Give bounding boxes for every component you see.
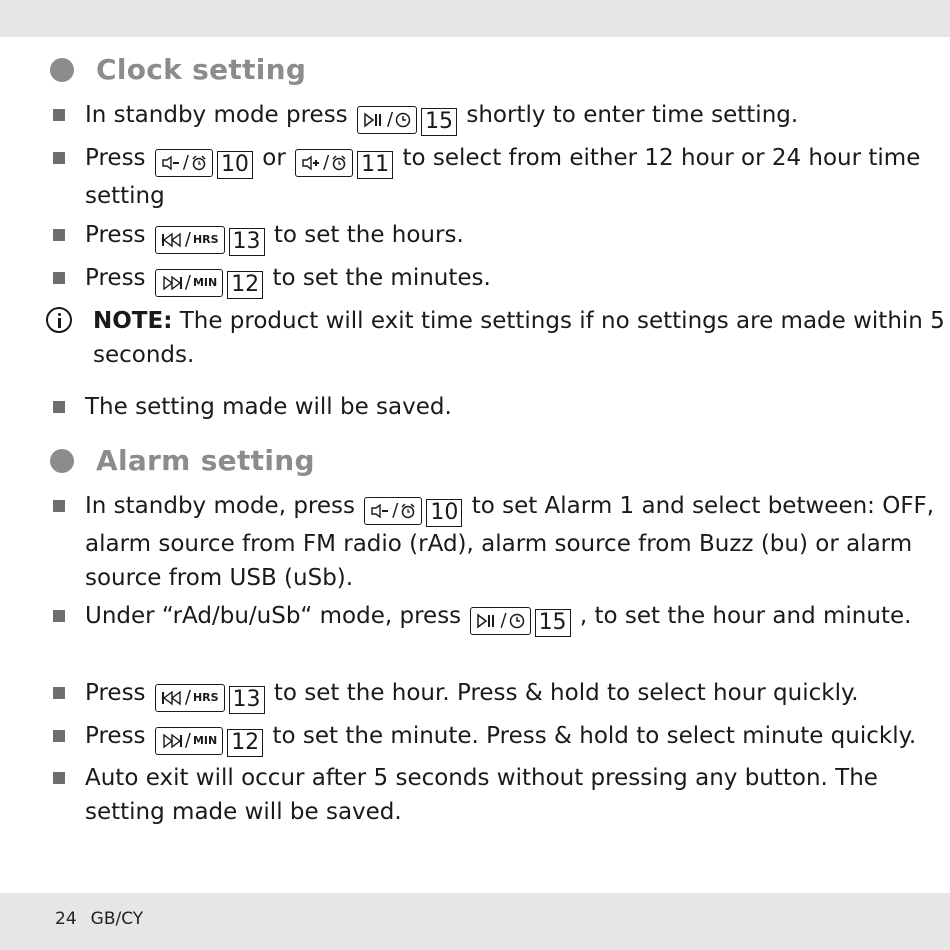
button-number-11: 11	[357, 151, 393, 179]
square-bullet-icon	[53, 401, 65, 413]
play-pause-clock-button-icon: /	[357, 106, 417, 134]
rewind-hrs-button-icon: / HRS	[155, 226, 225, 254]
alarm-setting-heading	[50, 444, 315, 477]
alarm-step-3: Press / HRS 13 to set the hour. Press & hold to select hour quickly.	[85, 676, 935, 714]
button-number-10: 10	[217, 151, 253, 179]
region-code: GB/CY	[90, 909, 144, 929]
alarm-step-2: Under “rAd/bu/uSb“ mode, press / 15 , to set the hour and minute.	[85, 599, 935, 637]
alarm-step-1: In standby mode, press / 10 to set Alarm 1 and select between: OFF, alarm source from FM radio (rAd), alarm source from Buzz (bu) or alarm source from USB (uSb).	[85, 489, 935, 595]
bullet-dot-icon	[50, 449, 74, 473]
forward-min-button-icon: / MIN	[155, 269, 223, 297]
alarm-setting-title: Alarm setting	[96, 444, 315, 477]
button-number-12: 12	[227, 271, 263, 299]
square-bullet-icon	[53, 272, 65, 284]
square-bullet-icon	[53, 500, 65, 512]
volume-down-alarm-button-icon: /	[155, 149, 213, 177]
info-icon	[46, 307, 72, 333]
rewind-hrs-button-icon: / HRS	[155, 684, 225, 712]
square-bullet-icon	[53, 152, 65, 164]
button-number-13: 13	[229, 228, 265, 256]
forward-min-button-icon: / MIN	[155, 727, 223, 755]
clock-step-2: Press / 10 or / 11 to select from either 12 hour or 24 hour time setting	[85, 141, 935, 213]
button-number-13: 13	[229, 686, 265, 714]
square-bullet-icon	[53, 687, 65, 699]
volume-down-alarm-button-icon: /	[364, 497, 422, 525]
square-bullet-icon	[53, 229, 65, 241]
alarm-step-5: Auto exit will occur after 5 seconds without pressing any button. The setting made will be saved.	[85, 761, 935, 829]
alarm-step-4: Press / MIN 12 to set the minute. Press & hold to select minute quickly.	[85, 719, 935, 757]
square-bullet-icon	[53, 730, 65, 742]
top-band	[0, 0, 950, 37]
note-text: The product will exit time settings if no settings are made within 5 seconds.	[93, 308, 945, 368]
square-bullet-icon	[53, 109, 65, 121]
clock-step-5: The setting made will be saved.	[85, 390, 935, 424]
button-number-10: 10	[426, 499, 462, 527]
page-footer	[55, 909, 143, 929]
clock-step-4: Press / MIN 12 to set the minutes.	[85, 261, 935, 299]
clock-step-3: Press / HRS 13 to set the hours.	[85, 218, 935, 256]
play-pause-clock-button-icon: /	[470, 607, 530, 635]
note-label: NOTE:	[93, 308, 173, 334]
square-bullet-icon	[53, 772, 65, 784]
button-number-12: 12	[227, 729, 263, 757]
button-number-15: 15	[535, 609, 571, 637]
clock-setting-heading	[50, 53, 306, 86]
clock-step-1: In standby mode press / 15 shortly to enter time setting.	[85, 98, 935, 136]
page-number: 24	[55, 909, 77, 929]
clock-note	[46, 304, 950, 372]
volume-up-alarm-button-icon: /	[295, 149, 353, 177]
square-bullet-icon	[53, 610, 65, 622]
bullet-dot-icon	[50, 58, 74, 82]
button-number-15: 15	[421, 108, 457, 136]
clock-setting-title: Clock setting	[96, 53, 307, 86]
